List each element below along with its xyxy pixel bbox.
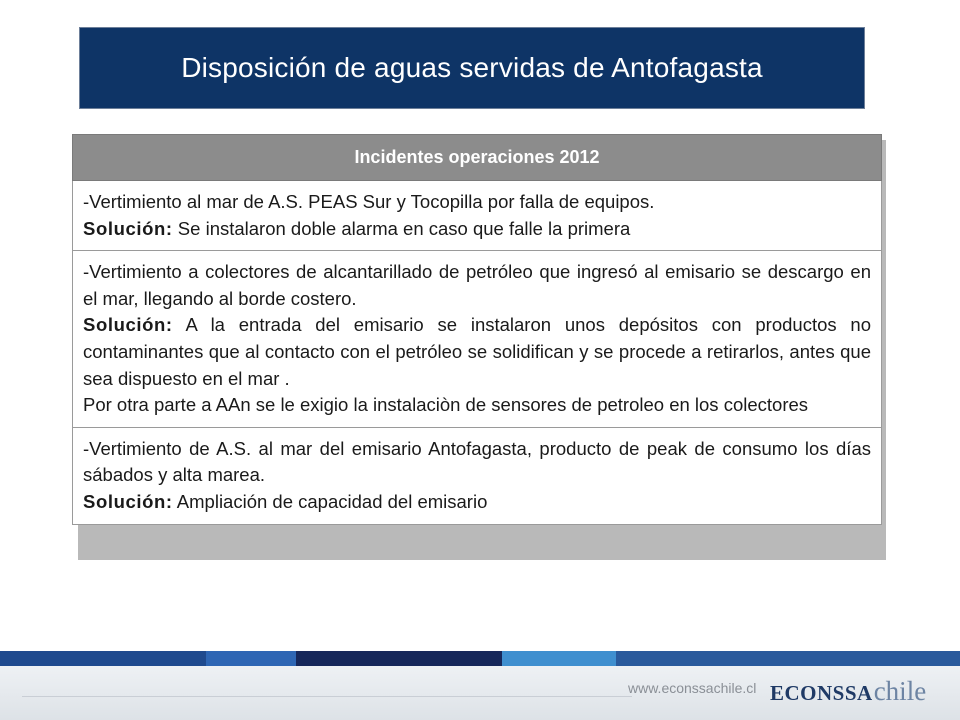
footer-band-segment [616, 651, 960, 666]
table-row [73, 427, 882, 524]
footer-band-segment [0, 651, 206, 666]
incident-cell [73, 181, 882, 251]
solution-text: Ampliación de capacidad del emisario [172, 490, 488, 512]
title-banner [79, 27, 865, 109]
table-header-row [73, 135, 882, 181]
logo-sub-text: chile [873, 676, 927, 706]
incident-cell [73, 251, 882, 428]
econssa-logo [770, 676, 926, 707]
incident-cell [73, 427, 882, 524]
solution-text: Se instalaron doble alarma en caso que falle la primera [172, 217, 631, 239]
page-title: Disposición de aguas servidas de Antofagasta [181, 52, 763, 83]
footer-divider [22, 696, 632, 697]
footer-band-segment [502, 651, 616, 666]
table-header: Incidentes operaciones 2012 [73, 135, 882, 181]
table-row [73, 181, 882, 251]
solution-label: Solución: [83, 217, 173, 239]
incident-description: -Vertimiento de A.S. al mar del emisario Antofagasta, producto de peak de consumo los días sábados y alta marea. [83, 437, 871, 486]
table-row [73, 251, 882, 428]
incident-description: -Vertimiento al mar de A.S. PEAS Sur y Tocopilla por falla de equipos. [83, 191, 655, 212]
solution-label: Solución: [83, 314, 173, 336]
incidents-table [72, 134, 882, 525]
solution-label: Solución: [83, 490, 173, 512]
logo-main-text: ECONSSA [770, 681, 873, 705]
incident-description: -Vertimiento a colectores de alcantarillado de petróleo que ingresó al emisario se descargo en el mar, llegando al borde costero. [83, 261, 871, 309]
footer-url[interactable]: www.econssachile.cl [628, 680, 757, 696]
additional-note: Por otra parte a AAn se le exigio la instalaciòn de sensores de petroleo en los colectores [83, 394, 809, 416]
footer-band-segment [296, 651, 502, 666]
footer-band-segment [206, 651, 296, 666]
solution-text: A la entrada del emisario se instalaron unos depósitos con productos no contaminantes que al contacto con el petróleo se solidifican y se procede a retirarlos, antes que sea dispuesto en el mar . [83, 314, 871, 389]
